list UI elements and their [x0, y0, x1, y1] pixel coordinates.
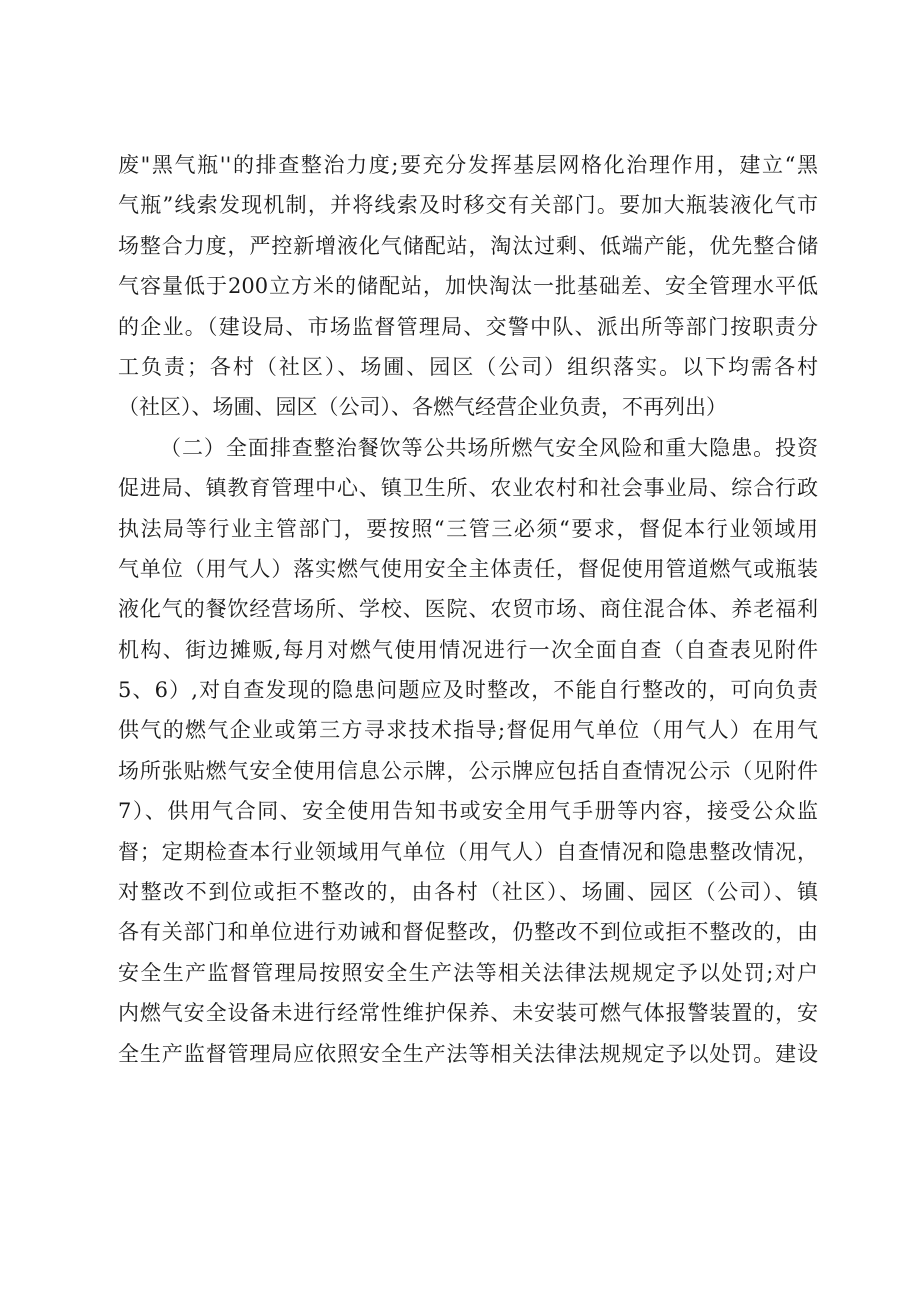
- text-line: 各有关部门和单位进行劝诫和督促整改，仍整改不到位或拒不整改的，由: [118, 920, 818, 945]
- text-line: 对整改不到位或拒不整改的，由各村（社区）、场圃、园区（公司）、镇: [118, 880, 818, 905]
- text-line: 工负责；各村（社区）、场圃、园区（公司）组织落实。以下均需各村: [118, 354, 818, 379]
- text-line: 气容量低于200立方米的储配站，加快淘汰一批基础差、安全管理水平低: [118, 274, 818, 299]
- text-line: 5、6）,对自查发现的隐患问题应及时整改，不能自行整改的，可向负责: [118, 678, 818, 703]
- text-line: 供气的燃气企业或第三方寻求技术指导;督促用气单位（用气人）在用气: [118, 718, 818, 743]
- text-line: 气瓶”线索发现机制，并将线索及时移交有关部门。要加大瓶装液化气市: [118, 193, 818, 218]
- section-heading-line: （二）全面排查整治餐饮等公共场所燃气安全风险和重大隐患。投资: [160, 435, 818, 460]
- text-line: 气单位（用气人）落实燃气使用安全主体责任，督促使用管道燃气或瓶装: [118, 556, 818, 581]
- body-text: [118, 145, 818, 1074]
- text-line: 内燃气安全设备未进行经常性维护保养、未安装可燃气体报警装置的，安: [118, 1001, 818, 1026]
- text-line: 安全生产监督管理局按照安全生产法等相关法律法规规定予以处罚;对户: [118, 960, 818, 985]
- text-line: 促进局、镇教育管理中心、镇卫生所、农业农村和社会事业局、综合行政: [118, 476, 818, 501]
- text-line: 全生产监督管理局应依照安全生产法等相关法律法规规定予以处罚。建设: [118, 1041, 818, 1066]
- text-line: 场整合力度，严控新增液化气储配站，淘汰过剩、低端产能，优先整合储: [118, 233, 818, 258]
- text-line: 督；定期检查本行业领域用气单位（用气人）自查情况和隐患整改情况，: [118, 839, 818, 864]
- text-line: 液化气的餐饮经营场所、学校、医院、农贸市场、商住混合体、养老福利: [118, 597, 818, 622]
- text-line: 7）、供用气合同、安全使用告知书或安全用气手册等内容，接受公众监: [118, 799, 818, 824]
- text-line: 机构、街边摊贩,每月对燃气使用情况进行一次全面自查（自查表见附件: [118, 637, 818, 662]
- text-line: 场所张贴燃气安全使用信息公示牌，公示牌应包括自查情况公示（见附件: [118, 758, 818, 783]
- text-line: 执法局等行业主管部门，要按照“三管三必须“要求，督促本行业领域用: [118, 516, 818, 541]
- text-line: 的企业。（建设局、市场监督管理局、交警中队、派出所等部门按职责分: [118, 314, 818, 339]
- text-line: （社区）、场圃、园区（公司）、各燃气经营企业负责，不再列出）: [118, 395, 727, 420]
- text-line: 废"黑气瓶''的排查整治力度;要充分发挥基层网格化治理作用，建立“黑: [118, 153, 818, 177]
